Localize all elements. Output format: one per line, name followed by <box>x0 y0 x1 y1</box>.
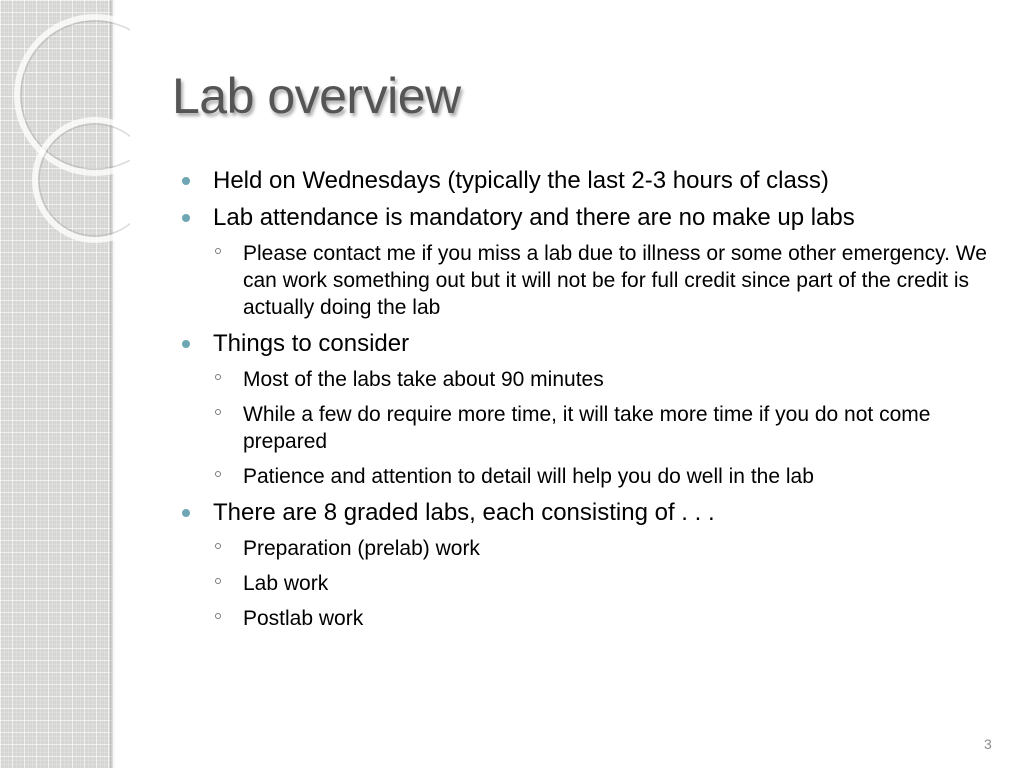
sub-bullet-item <box>180 535 1000 562</box>
bullet-text: Please contact me if you miss a lab due to illness or some other emergency. We can work something out but it will not be for full credit since part of the credit is actually doing the lab <box>243 242 987 319</box>
bullet-text: Lab attendance is mandatory and there are no make up labs <box>213 204 855 231</box>
bullet-ring-icon <box>215 409 221 415</box>
sub-bullet-item <box>180 401 1000 455</box>
bullet-text: Patience and attention to detail will help you do well in the lab <box>243 465 814 488</box>
decorative-rings-icon <box>0 0 130 260</box>
bullet-ring-icon <box>215 578 221 584</box>
bullet-item <box>180 166 1000 196</box>
bullet-text: Postlab work <box>243 607 364 630</box>
bullet-text: Lab work <box>243 572 329 595</box>
bullet-dot-icon <box>182 340 190 348</box>
bullet-ring-icon <box>215 471 221 477</box>
bullet-ring-icon <box>215 543 221 549</box>
bullet-dot-icon <box>182 177 190 185</box>
sub-bullet-item <box>180 240 1000 321</box>
bullet-item <box>180 203 1000 233</box>
bullet-ring-icon <box>215 613 221 619</box>
bullet-ring-icon <box>215 248 221 254</box>
bullet-ring-icon <box>215 374 221 380</box>
bullet-text: While a few do require more time, it will take more time if you do not come prepared <box>243 403 931 453</box>
bullet-text: There are 8 graded labs, each consisting of . . . <box>213 499 715 526</box>
bullet-dot-icon <box>182 509 190 517</box>
bullet-text: Held on Wednesdays (typically the last 2-3 hours of class) <box>213 167 829 194</box>
bullet-dot-icon <box>182 214 190 222</box>
bullet-item <box>180 498 1000 528</box>
sub-bullet-item <box>180 605 1000 632</box>
bullet-text: Things to consider <box>213 330 410 357</box>
sub-bullet-item <box>180 463 1000 490</box>
bullet-text: Most of the labs take about 90 minutes <box>243 368 604 391</box>
bullet-item <box>180 329 1000 359</box>
bullet-list <box>180 166 1000 640</box>
bullet-text: Preparation (prelab) work <box>243 537 480 560</box>
sub-bullet-item <box>180 366 1000 393</box>
sub-bullet-item <box>180 570 1000 597</box>
slide-title: Lab overview <box>172 68 461 124</box>
slide-number: 3 <box>984 736 992 752</box>
